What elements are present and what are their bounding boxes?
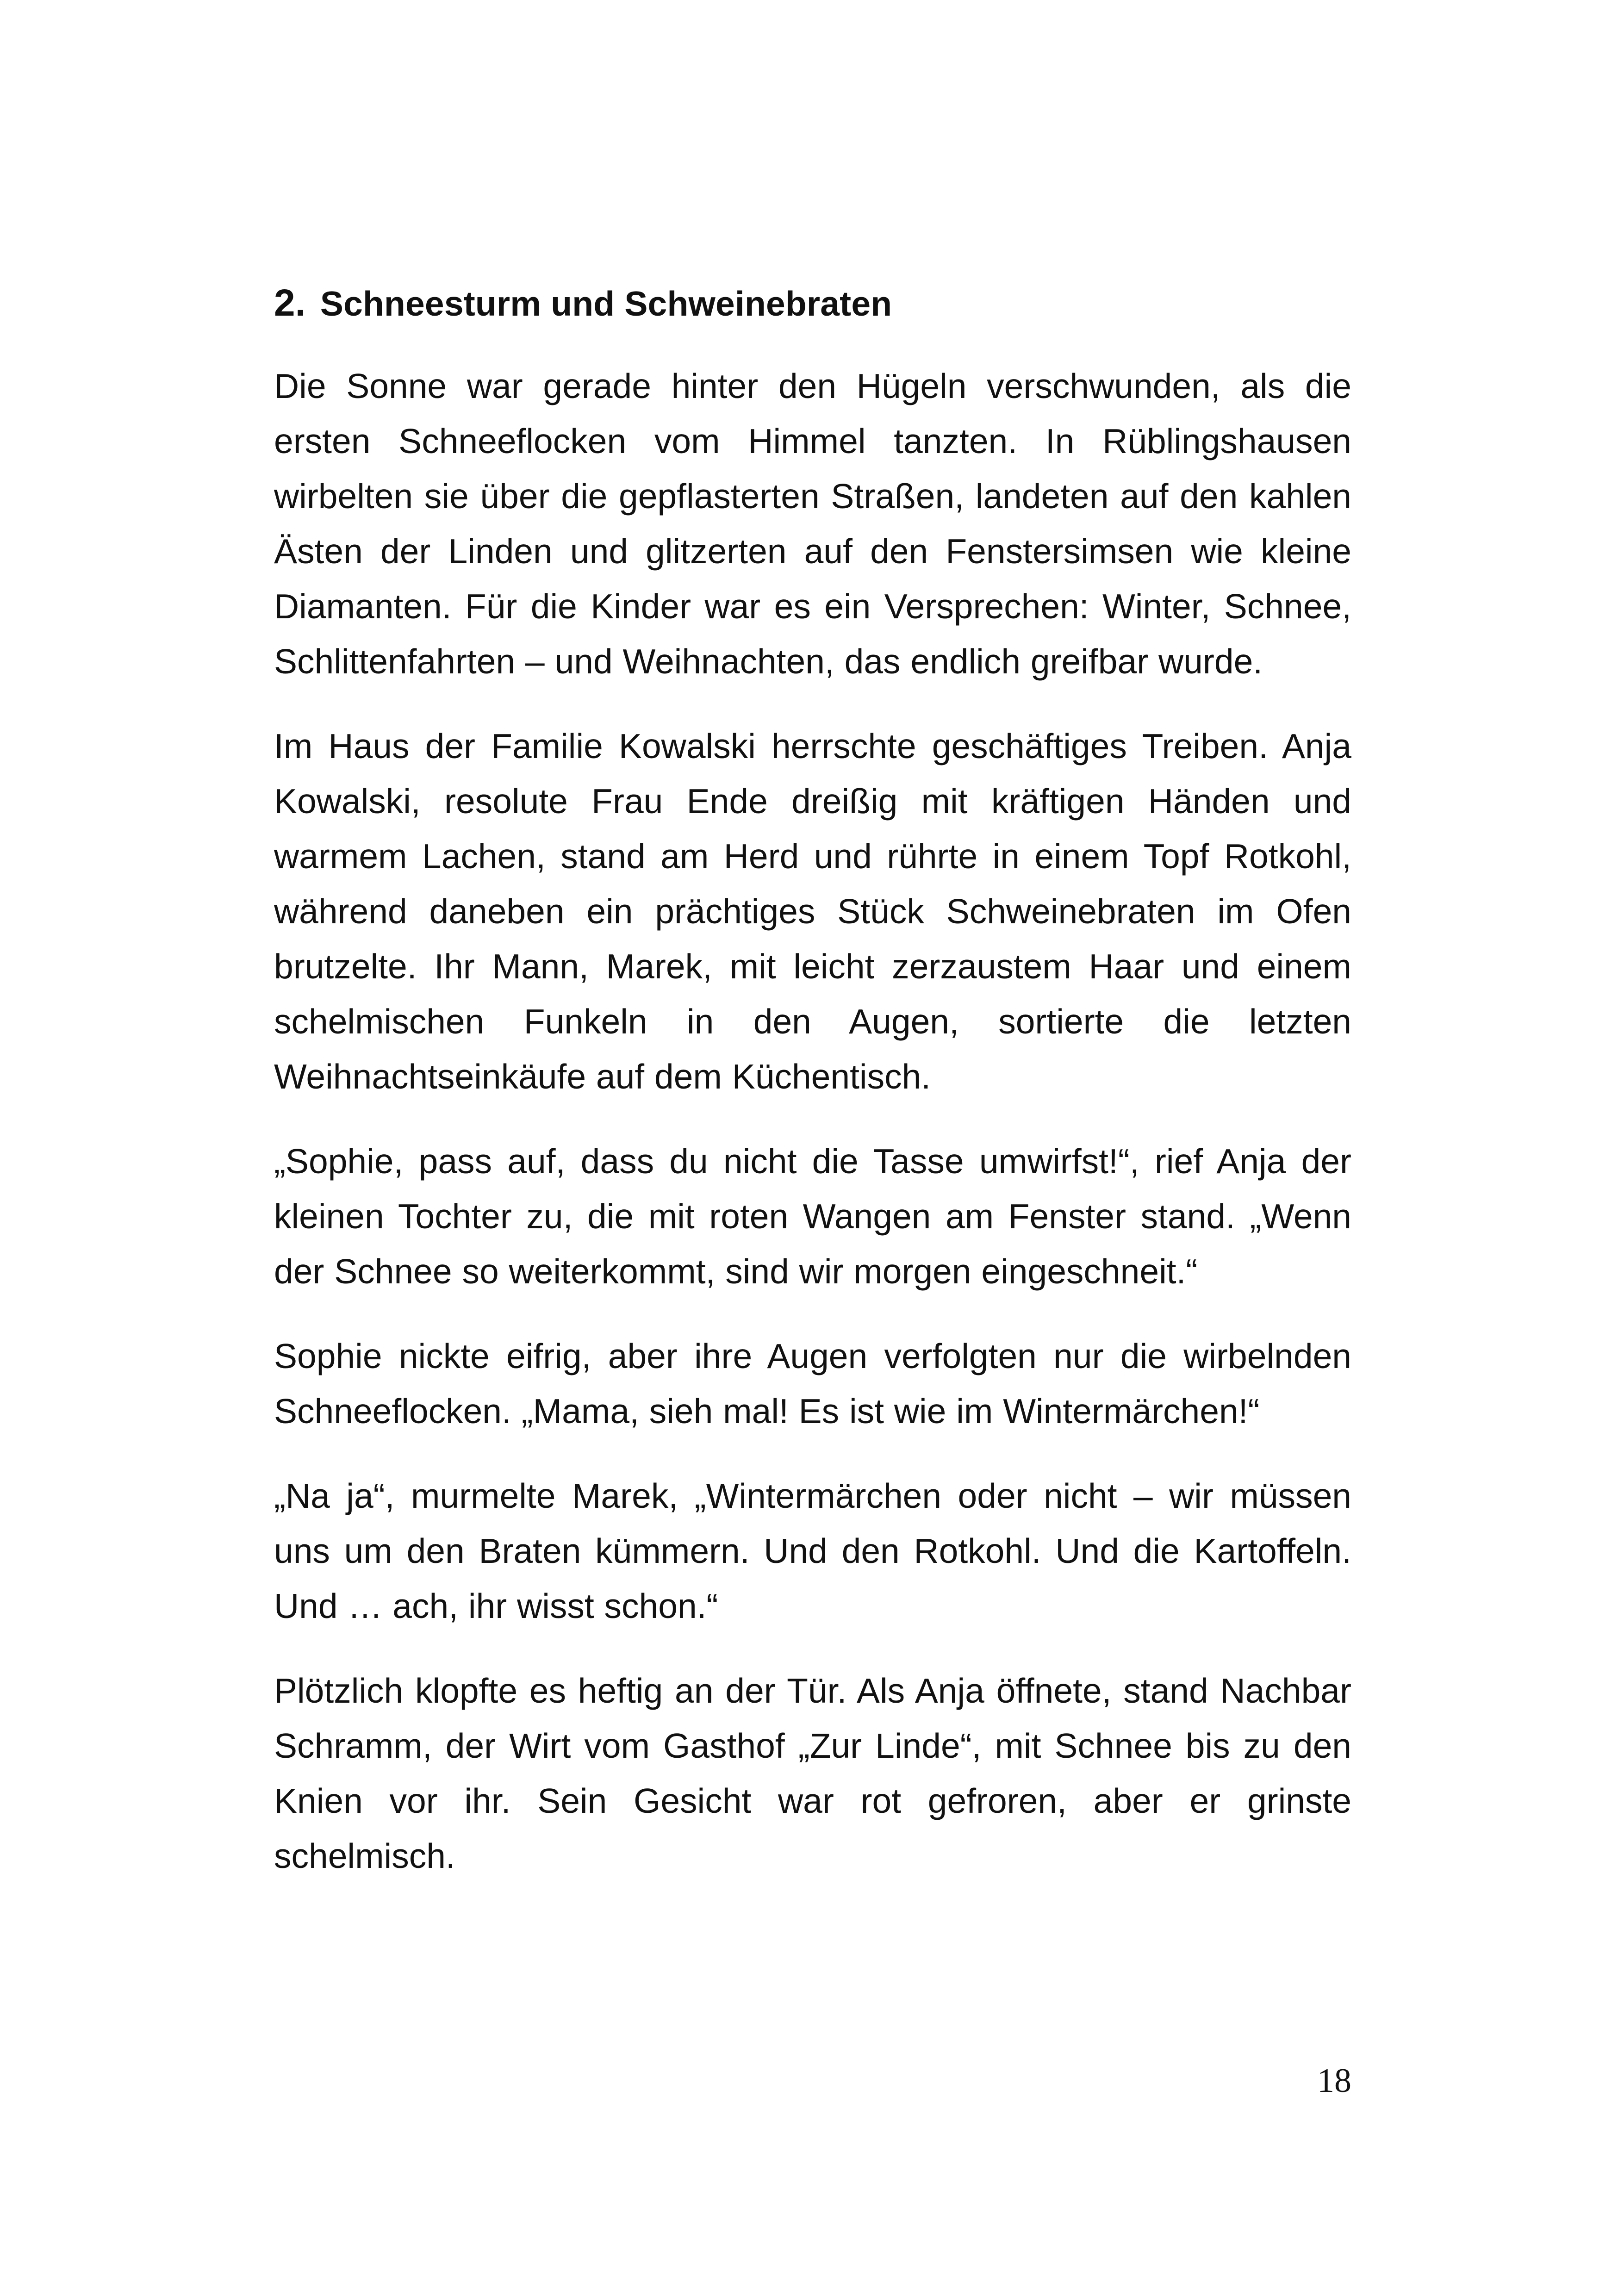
chapter-number: 2. <box>274 282 306 324</box>
paragraph: Die Sonne war gerade hinter den Hügeln verschwunden, als die ersten Schneeflocken vom Himmel tanzten. In Rüblingshausen wirbelten sie über die gepflasterten Straßen, landeten auf den kahlen Ästen der Linden und glitzerten auf den Fenstersimsen wie kleine Diamanten. Für die Kinder war es ein Versprechen: Winter, Schnee, Schlittenfahrten – und Weihnachten, das endlich greifbar wurde. <box>274 367 1351 681</box>
chapter-title: Schneesturm und Schweinebraten <box>320 284 892 323</box>
page-number: 18 <box>1317 2062 1351 2100</box>
paragraph: Sophie nickte eifrig, aber ihre Augen verfolgten nur die wirbelnden Schneeflocken. „Mama, sieh mal! Es ist wie im Wintermärchen!“ <box>274 1337 1351 1431</box>
paragraph: Im Haus der Familie Kowalski herrschte geschäftiges Treiben. Anja Kowalski, resolute Frau Ende dreißig mit kräftigen Händen und warmem Lachen, stand am Herd und rührte in einem Topf Rotkohl, während daneben ein prächtiges Stück Schweinebraten im Ofen brutzelte. Ihr Mann, Marek, mit leicht zerzaustem Haar und einem schelmischen Funkeln in den Augen, sortierte die letzten Weihnachtseinkäufe auf dem Küchentisch. <box>274 727 1351 1096</box>
paragraph: „Sophie, pass auf, dass du nicht die Tasse umwirfst!“, rief Anja der kleinen Tochter zu, die mit roten Wangen am Fenster stand. „Wenn der Schnee so weiterkommt, sind wir morgen eingeschneit.“ <box>274 1142 1351 1291</box>
paragraph: „Na ja“, murmelte Marek, „Wintermärchen oder nicht – wir müssen uns um den Braten kümmern. Und den Rotkohl. Und die Kartoffeln. Und … ach, ihr wisst schon.“ <box>274 1476 1351 1625</box>
paragraph: Plötzlich klopfte es heftig an der Tür. Als Anja öffnete, stand Nachbar Schramm, der Wirt vom Gasthof „Zur Linde“, mit Schnee bis zu den Knien vor ihr. Sein Gesicht war rot gefroren, aber er grinste schelmisch. <box>274 1671 1351 1875</box>
chapter-heading <box>274 278 1351 329</box>
page-content <box>274 278 1351 1913</box>
